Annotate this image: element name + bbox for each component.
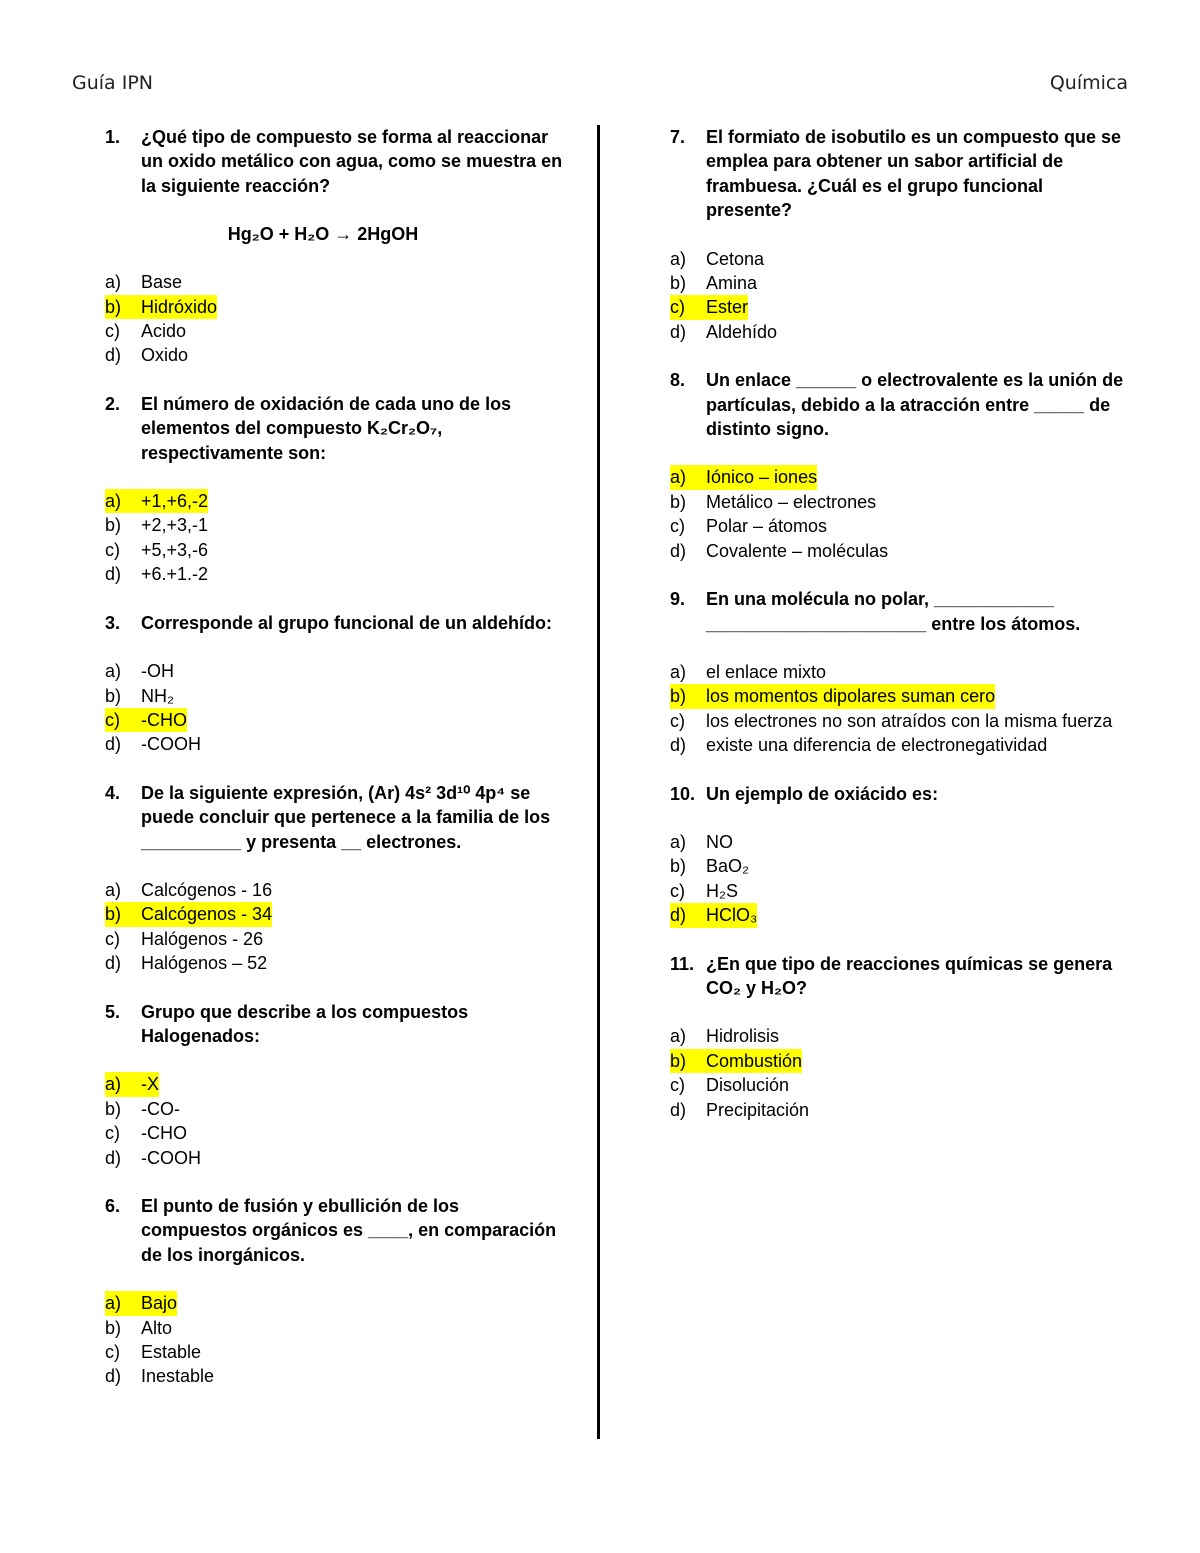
option-text: Calcógenos - 16: [141, 879, 273, 900]
answer-option: [105, 538, 565, 562]
option-text: NH₂: [141, 685, 174, 706]
answer-options: [670, 660, 1130, 758]
option-letter: b): [670, 273, 687, 294]
option-letter: a): [670, 467, 687, 488]
question-text: ¿Qué tipo de compuesto se forma al reaccionar un oxido metálico con agua, como se muestra en la siguiente reacción?: [141, 127, 563, 196]
option-letter: a): [105, 1293, 122, 1314]
answer-option: [105, 319, 565, 343]
question-stem: [105, 1194, 565, 1267]
question-number: 8.: [670, 370, 686, 391]
answer-option-correct: [670, 295, 1130, 319]
answer-option: [670, 854, 1130, 878]
answer-option-correct: [105, 295, 565, 319]
option-letter: a): [105, 661, 122, 682]
answer-option: [105, 1340, 565, 1364]
option-text: Calcógenos - 34: [141, 904, 273, 925]
question-text: El formiato de isobutilo es un compuesto que se emplea para obtener un sabor artificial de frambuesa. ¿Cuál es el grupo funcional presente?: [706, 127, 1122, 221]
option-text: Acido: [141, 321, 187, 342]
option-letter: d): [105, 734, 122, 755]
option-text: +1,+6,-2: [141, 491, 209, 512]
answer-options: [670, 830, 1130, 928]
option-letter: d): [105, 953, 122, 974]
question-stem: [105, 125, 565, 198]
question-text: Grupo que describe a los compuestos Halogenados:: [141, 1001, 469, 1046]
answer-option: [105, 927, 565, 951]
answer-option: [105, 659, 565, 683]
question-number: 3.: [105, 612, 121, 633]
option-text: Base: [141, 272, 183, 293]
answer-option: [670, 514, 1130, 538]
question-10: [670, 782, 1130, 928]
answer-option: [105, 343, 565, 367]
option-text: +5,+3,-6: [141, 539, 209, 560]
question-number: 2.: [105, 393, 121, 414]
answer-option: [670, 830, 1130, 854]
header-subject: Química: [1049, 72, 1128, 94]
answer-option-correct: [670, 1049, 1130, 1073]
answer-options: [670, 1024, 1130, 1122]
question-stem: [105, 611, 565, 635]
answer-option: [670, 660, 1130, 684]
option-text: -X: [141, 1074, 159, 1095]
option-letter: b): [105, 904, 122, 925]
question-text: Corresponde al grupo funcional de un aldehído:: [141, 612, 553, 633]
option-text: Halógenos - 26: [141, 928, 264, 949]
option-text: H₂S: [706, 880, 738, 901]
answer-option: [105, 513, 565, 537]
option-text: los momentos dipolares suman cero: [706, 686, 996, 707]
option-letter: c): [105, 1123, 120, 1144]
option-letter: c): [670, 1075, 685, 1096]
option-text: el enlace mixto: [706, 661, 827, 682]
option-text: HClO₃: [706, 905, 758, 926]
option-letter: d): [105, 1366, 122, 1387]
option-letter: c): [105, 539, 120, 560]
answer-option-correct: [670, 903, 1130, 927]
question-number: 11.: [670, 953, 695, 974]
option-text: Bajo: [141, 1293, 178, 1314]
question-stem: [105, 392, 565, 465]
answer-option: [670, 1073, 1130, 1097]
option-letter: c): [670, 880, 685, 901]
question-text: En una molécula no polar, ____________ ______________________ entre los átomos.: [706, 589, 1081, 634]
option-letter: b): [105, 296, 122, 317]
question-7: [670, 125, 1130, 344]
option-letter: a): [670, 831, 687, 852]
option-text: Polar – átomos: [706, 516, 828, 537]
option-text: Precipitación: [706, 1099, 810, 1120]
answer-options: [670, 247, 1130, 345]
option-text: Estable: [141, 1342, 202, 1363]
answer-option: [670, 320, 1130, 344]
option-letter: a): [670, 248, 687, 269]
answer-option-correct: [670, 465, 1130, 489]
question-text: El punto de fusión y ebullición de los compuestos orgánicos es ____, en comparación de los inorgánicos.: [141, 1196, 557, 1265]
question-text: Un ejemplo de oxiácido es:: [706, 783, 939, 804]
answer-option: [670, 1024, 1130, 1048]
question-number: 9.: [670, 589, 686, 610]
question-number: 5.: [105, 1001, 121, 1022]
answer-option: [670, 709, 1130, 733]
answer-option: [670, 733, 1130, 757]
option-letter: c): [670, 516, 685, 537]
answer-options: [105, 1291, 565, 1389]
question-stem: [670, 125, 1130, 223]
question-8: [670, 368, 1130, 563]
left-column: [105, 125, 565, 1413]
question-text: De la siguiente expresión, (Ar) 4s² 3d¹⁰ 4p⁴ se puede concluir que pertenece a la familia de los __________ y presenta __ electrones.: [141, 782, 551, 852]
option-letter: a): [670, 661, 687, 682]
column-divider: [597, 125, 600, 1439]
option-letter: c): [105, 928, 120, 949]
option-text: Inestable: [141, 1366, 215, 1387]
option-letter: d): [670, 540, 687, 561]
option-text: NO: [706, 831, 733, 852]
question-stem: [105, 1000, 565, 1049]
question-number: 1.: [105, 127, 121, 147]
answer-option-correct: [105, 489, 565, 513]
option-letter: d): [670, 1099, 687, 1120]
option-letter: c): [105, 321, 120, 342]
answer-option: [105, 1121, 565, 1145]
option-text: Iónico – iones: [706, 467, 818, 488]
option-letter: b): [670, 856, 687, 877]
option-letter: b): [670, 1050, 687, 1071]
option-letter: a): [105, 491, 122, 512]
option-letter: b): [105, 1098, 122, 1119]
option-text: -CHO: [141, 709, 187, 730]
answer-options: [670, 465, 1130, 563]
question-number: 4.: [105, 782, 121, 803]
answer-options: [105, 878, 565, 976]
question-2: [105, 392, 565, 587]
answer-options: [105, 270, 565, 368]
option-text: Combustión: [706, 1050, 803, 1071]
option-letter: a): [105, 1074, 122, 1095]
option-letter: d): [670, 735, 687, 756]
option-text: Amina: [706, 273, 758, 294]
question-11: [670, 952, 1130, 1122]
question-stem: [670, 952, 1130, 1001]
option-letter: d): [670, 905, 687, 926]
answer-option: [105, 1316, 565, 1340]
option-text: Alto: [141, 1317, 173, 1338]
option-letter: d): [105, 1147, 122, 1168]
answer-option: [670, 490, 1130, 514]
question-number: 7.: [670, 127, 686, 147]
answer-option-correct: [670, 684, 1130, 708]
question-3: [105, 611, 565, 757]
option-letter: c): [105, 1342, 120, 1363]
option-text: Disolución: [706, 1075, 790, 1096]
option-text: +6.+1.-2: [141, 564, 209, 585]
option-letter: c): [105, 709, 120, 730]
answer-option: [105, 684, 565, 708]
answer-option: [670, 539, 1130, 563]
option-letter: b): [670, 491, 687, 512]
answer-option: [105, 951, 565, 975]
answer-options: [105, 659, 565, 757]
option-text: los electrones no son atraídos con la misma fuerza: [706, 710, 1113, 731]
option-letter: b): [105, 1317, 122, 1338]
right-column: [670, 125, 1130, 1146]
answer-option: [105, 1146, 565, 1170]
chemical-equation: Hg₂O + H₂O → 2HgOH: [227, 224, 419, 245]
option-text: Covalente – moléculas: [706, 540, 889, 561]
answer-option: [105, 562, 565, 586]
option-letter: b): [105, 685, 122, 706]
option-text: Oxido: [141, 345, 189, 366]
answer-option-correct: [105, 1072, 565, 1096]
option-letter: a): [105, 879, 122, 900]
answer-option: [105, 270, 565, 294]
question-9: [670, 587, 1130, 757]
question-5: [105, 1000, 565, 1170]
question-text: Un enlace ______ o electrovalente es la unión de partículas, debido a la atracción entre _____ de distinto signo.: [706, 370, 1124, 440]
question-text: ¿En que tipo de reacciones químicas se genera CO₂ y H₂O?: [706, 953, 1113, 998]
option-letter: a): [670, 1026, 687, 1047]
question-6: [105, 1194, 565, 1389]
option-letter: c): [670, 297, 685, 318]
question-4: [105, 781, 565, 976]
option-text: +2,+3,-1: [141, 515, 209, 536]
option-text: Hidrolisis: [706, 1026, 780, 1047]
question-stem: [105, 781, 565, 854]
option-letter: a): [105, 272, 122, 293]
option-text: Hidróxido: [141, 296, 218, 317]
question-stem: [670, 782, 1130, 806]
answer-options: [105, 1072, 565, 1170]
answer-option: [670, 247, 1130, 271]
option-letter: b): [670, 686, 687, 707]
question-number: 10.: [670, 783, 696, 804]
option-letter: b): [105, 515, 122, 536]
option-text: BaO₂: [706, 856, 750, 877]
option-letter: c): [670, 710, 685, 731]
option-text: Halógenos – 52: [141, 953, 268, 974]
option-text: -COOH: [141, 1147, 201, 1168]
question-number: 6.: [105, 1196, 121, 1216]
question-text: El número de oxidación de cada uno de los elementos del compuesto K₂Cr₂O₇, respectivamente son:: [141, 393, 512, 463]
option-text: existe una diferencia de electronegatividad: [706, 735, 1048, 756]
question-stem: [670, 368, 1130, 441]
question-stem: [670, 587, 1130, 636]
answer-option-correct: [105, 1291, 565, 1315]
option-text: -CO-: [141, 1098, 180, 1119]
answer-option: [105, 1364, 565, 1388]
answer-option: [670, 879, 1130, 903]
answer-option: [105, 732, 565, 756]
option-letter: d): [105, 564, 122, 585]
answer-option: [105, 1097, 565, 1121]
question-1: [105, 125, 565, 368]
option-text: -CHO: [141, 1123, 187, 1144]
answer-option: [105, 878, 565, 902]
answer-option-correct: [105, 902, 565, 926]
option-text: -COOH: [141, 734, 201, 755]
option-letter: d): [670, 321, 687, 342]
option-text: -OH: [141, 661, 174, 682]
option-text: Aldehído: [706, 321, 778, 342]
answer-option: [670, 1098, 1130, 1122]
answer-option: [670, 271, 1130, 295]
header-guide-title: Guía IPN: [72, 72, 154, 94]
option-text: Ester: [706, 297, 749, 318]
option-text: Metálico – electrones: [706, 491, 877, 512]
answer-options: [105, 489, 565, 587]
option-letter: d): [105, 345, 122, 366]
option-text: Cetona: [706, 248, 765, 269]
answer-option-correct: [105, 708, 565, 732]
